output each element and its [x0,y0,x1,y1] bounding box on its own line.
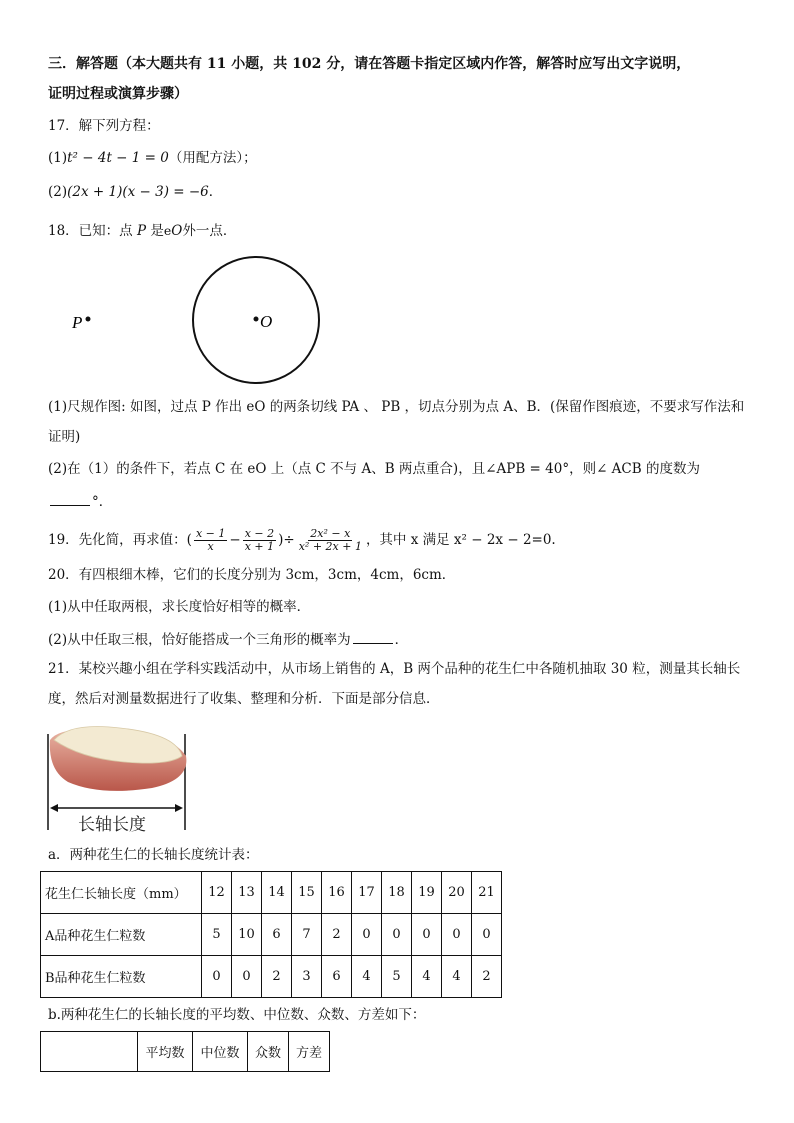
col-variance: 方差 [289,1032,330,1072]
fraction-1-numerator: x − 1 [195,527,226,540]
count-cell: 10 [232,914,262,956]
q18-figure [0,0,794,400]
q18-stem-b: 是 [146,223,164,239]
count-cell: 4 [442,956,472,998]
count-cell: 6 [262,914,292,956]
q21-b-title: b.两种花生仁的长轴长度的平均数、中位数、众数、方差如下： [48,1007,426,1023]
col-mean: 平均数 [138,1032,193,1072]
fraction-2 [243,528,276,553]
fraction-3 [297,528,364,553]
length-cell: 12 [202,872,232,914]
length-cell: 20 [442,872,472,914]
q17-p2-label: (2) [48,184,68,200]
peanut-figure [40,716,200,836]
length-cell: 15 [292,872,322,914]
q21-a-title: a．两种花生仁的长轴长度统计表： [48,847,259,863]
table-b [40,1031,330,1072]
fraction-1-denominator: x [207,540,214,553]
col-median: 中位数 [193,1032,248,1072]
q19-expression [48,525,556,555]
fraction-1 [194,528,227,553]
row-b-label: B品种花生仁粒数 [41,956,202,998]
count-cell: 0 [232,956,262,998]
count-cell: 0 [442,914,472,956]
q17-p1-note: （用配方法）； [168,150,257,166]
fraction-3-numerator: 2x² − x [310,527,351,540]
table-row [41,914,502,956]
q18-point-p: P [136,223,147,239]
answer-blank [353,629,393,644]
point-o-dot [254,317,259,322]
q21-line2: 度，然后对测量数据进行了收集、整理和分析．下面是部分信息． [48,691,440,707]
q20-part1: (1)从中任取两根，求长度恰好相等的概率． [48,599,311,615]
table-a [40,871,502,998]
q17-p2-equation: (2x + 1)(x − 3) = −6 [67,184,209,200]
length-cell: 19 [412,872,442,914]
q17-p1-equation: t² − 4t − 1 = 0 [67,150,169,166]
q18-stem-a: 18．已知：点 [48,223,137,239]
q18-part1-line1: (1)尺规作图: 如图，过点 P 作出 eO 的两条切线 PA 、 PB ，切点分别为点 A、B．(保留作图痕迹，不要求写作法和 [48,399,745,415]
label-o: O [260,312,273,331]
table-row [41,956,502,998]
count-cell: 7 [292,914,322,956]
col-mode: 众数 [248,1032,289,1072]
q19-tail: ，其中 x 满足 x² − 2x − 2=0. [365,532,556,548]
answer-blank [50,491,90,506]
circle-symbol-icon: e [163,223,172,238]
section-title-line-1: 三．解答题（本大题共有 11 小题，共 102 分，请在答题卡指定区域内作答，解答时应写出文字说明， [48,56,691,72]
q19-lead: 19．先化简，再求值：( [48,532,192,548]
header-text: 花生仁长轴长度（mm） [45,887,187,902]
length-cell: 16 [322,872,352,914]
q18-part1-line2: 证明) [48,429,81,445]
q21-line1: 21．某校兴趣小组在学科实践活动中，从市场上销售的 A，B 两个品种的花生仁中各随机抽取 30 粒，测量其长轴长 [48,661,741,677]
fraction-2-numerator: x − 2 [244,527,275,540]
count-cell: 5 [382,956,412,998]
count-cell: 0 [472,914,502,956]
q20-part2-text: (2)从中任取三根，恰好能搭成一个三角形的概率为 [48,632,351,648]
fraction-3-denominator: x² + 2x + 1 [298,540,362,553]
q18-degree-suffix: °． [92,494,113,510]
count-cell: 2 [262,956,292,998]
q19-divide: )÷ [278,532,295,548]
q17-p2-end: ． [208,184,223,200]
blank-cell [41,1032,138,1072]
length-cell: 18 [382,872,412,914]
point-p-dot [86,317,91,322]
q17-p1-label: (1) [48,150,68,166]
q18-part2-line2 [48,491,112,512]
count-cell: 0 [412,914,442,956]
count-cell: 2 [472,956,502,998]
count-cell: 0 [202,956,232,998]
q18-stem-c: 外一点． [182,223,237,239]
length-cell: 14 [262,872,292,914]
length-cell: 21 [472,872,502,914]
count-cell: 4 [352,956,382,998]
q18-point-o: O [171,223,183,239]
header-cell [41,872,202,914]
count-cell: 5 [202,914,232,956]
q18-part2-line1: (2)在（1）的条件下，若点 C 在 eO 上（点 C 不与 A、B 两点重合)，且∠APB = 40°，则∠ ACB 的度数为 [48,461,700,477]
q20-part2-end: ． [394,632,409,648]
count-cell: 2 [322,914,352,956]
count-cell: 6 [322,956,352,998]
q20-part2 [48,629,408,650]
count-cell: 4 [412,956,442,998]
label-p: P [72,313,83,332]
q17-stem: 17．解下列方程： [48,118,160,134]
table-row [41,1032,330,1072]
row-a-label: A品种花生仁粒数 [41,914,202,956]
peanut-caption: 长轴长度 [78,815,146,835]
length-cell: 13 [232,872,262,914]
table-row [41,872,502,914]
count-cell: 0 [382,914,412,956]
section-title-line-2: 证明过程或演算步骤） [48,86,188,102]
count-cell: 3 [292,956,322,998]
length-cell: 17 [352,872,382,914]
q19-minus: − [229,532,241,548]
q20-stem: 20．有四根细木棒，它们的长度分别为 3cm，3cm，4cm，6cm． [48,567,456,583]
count-cell: 0 [352,914,382,956]
fraction-2-denominator: x + 1 [244,540,275,553]
